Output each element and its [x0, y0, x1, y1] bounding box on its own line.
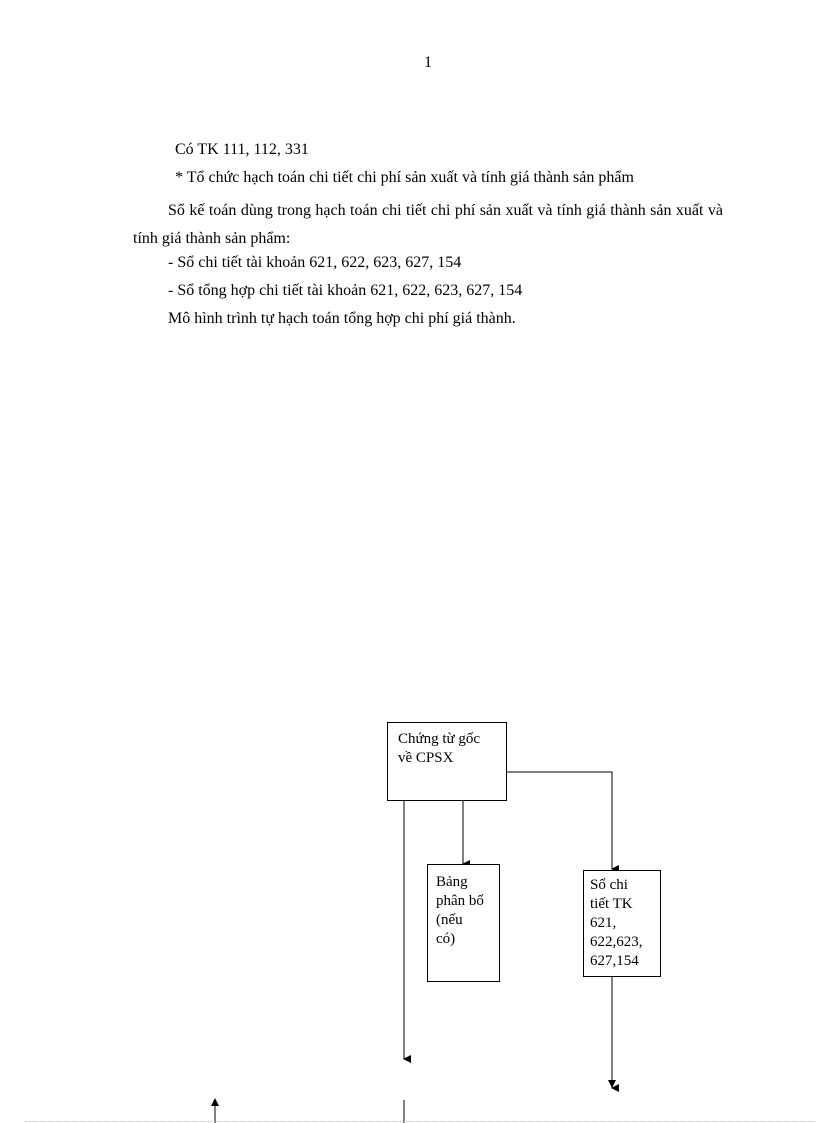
- model-caption: Mô hình trình tự hạch toán tổng hợp chi phí giá thành.: [168, 310, 516, 327]
- page-bottom-rule: [25, 1121, 815, 1122]
- page-number: 1: [424, 54, 432, 71]
- allocation-table-label: Bảng phân bổ (nếu có): [436, 874, 484, 947]
- bullet-detail-ledger: - Sổ chi tiết tài khoản 621, 622, 623, 627, 154: [168, 254, 462, 271]
- source-documents-box: [387, 722, 507, 801]
- credit-accounts-line: Có TK 111, 112, 331: [175, 141, 309, 158]
- bullet-summary-ledger: - Sổ tổng hợp chi tiết tài khoản 621, 622, 623, 627, 154: [168, 282, 523, 299]
- source-documents-label: Chứng từ gốc về CPSX: [398, 731, 481, 766]
- connector-source-to-ledger: [507, 772, 612, 869]
- arrowhead-left-up: [211, 1098, 219, 1106]
- section-heading: * Tổ chức hạch toán chi tiết chi phí sản xuất và tính giá thành sản phẩm: [175, 169, 634, 186]
- detail-ledger-box: [583, 870, 661, 977]
- arrowhead-ledger-double: [608, 1080, 616, 1088]
- detail-ledger-label: Sổ chi tiết TK 621, 622,623, 627,154: [590, 877, 643, 969]
- ledger-paragraph: Sổ kế toán dùng trong hạch toán chi tiết chi phí sản xuất và tính giá thành sản xuất và tính giá thành sản phẩm:: [133, 202, 723, 247]
- allocation-table-box: [427, 864, 500, 982]
